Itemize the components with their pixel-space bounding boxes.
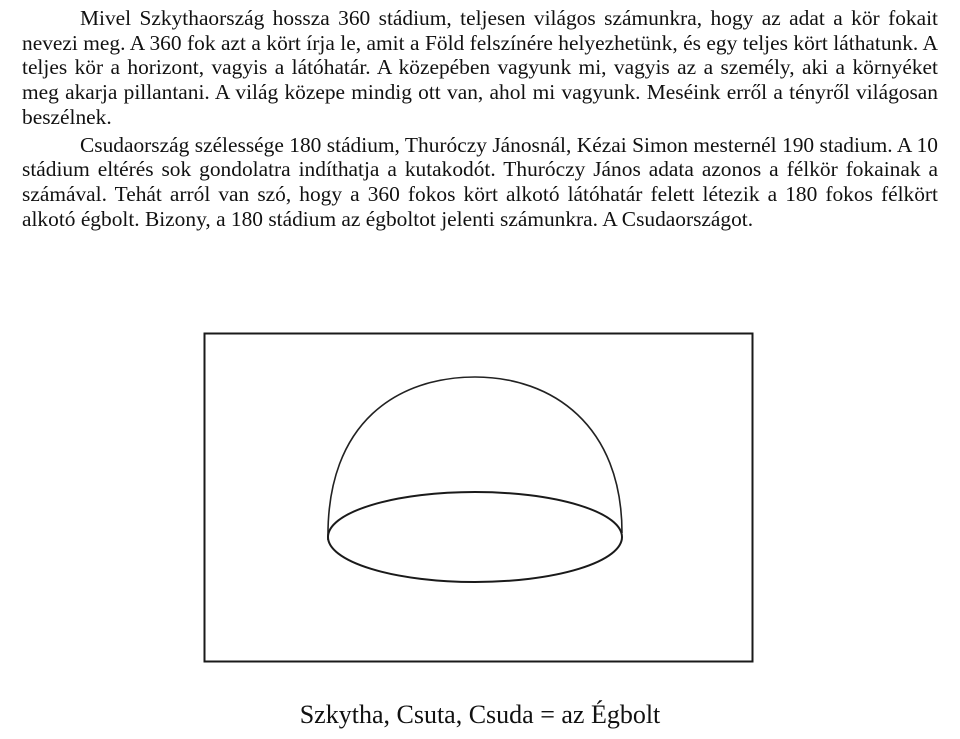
horizon-ellipse [328,492,622,582]
paragraph-2: Csudaország szélessége 180 stádium, Thuróczy Jánosnál, Kézai Simon mesternél 190 stadium. A 10 stádium eltérés sok gondolatra indíthatja a kutakodót. Thuróczy János adata azonos a félkör fokainak a számával. Tehát arról van szó, hogy a 360 fokos kört alkotó látóhatár felett létezik a 180 fokos félkört alkotó égbolt. Bizony, a 180 stádium az égboltot jelenti számunkra. A Csudaországot. [22,132,938,231]
paragraph-1: Mivel Szkythaország hossza 360 stádium, teljesen világos számunkra, hogy az adat a kör fokait nevezi meg. A 360 fok azt a kört írja le, amit a Föld felszínére helyezhetünk, és egy teljes kört láthatunk. A teljes kör a horizont, vagyis a látóhatár. A közepében vagyunk mi, vagyis az a személy, aki a környéket meg akarja pillantani. A világ közepe mindig ott van, ahol mi vagyunk. Meséink erről a tényről világosan beszélnek. [22,6,938,129]
body-text [22,6,938,231]
dome-arc [328,377,622,540]
figure-caption: Szkytha, Csuta, Csuda = az Égbolt [299,700,661,729]
figure-frame [205,334,753,662]
